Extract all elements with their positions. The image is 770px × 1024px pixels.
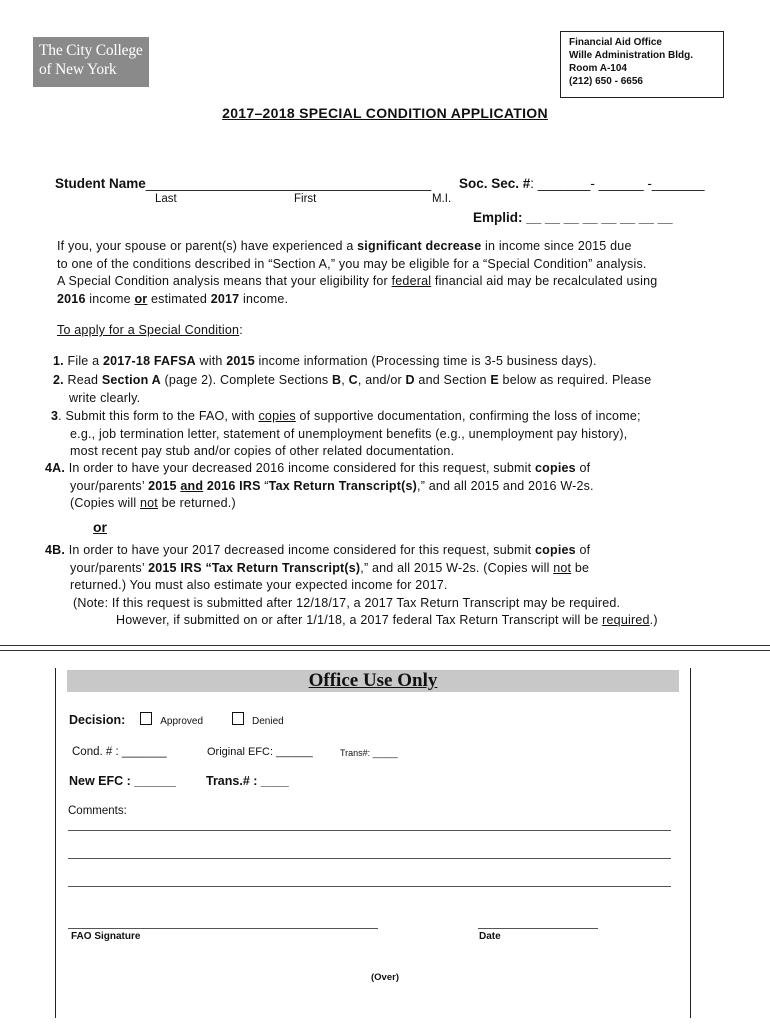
decision-label: Decision: [69, 713, 126, 727]
step-text: , and/or [357, 373, 406, 387]
intro-text: in income since 2015 due [481, 239, 632, 253]
step-emphasis: E [490, 373, 499, 387]
logo-line-1: The City College [39, 42, 143, 59]
trans-number-field[interactable]: Trans.# : ____ [206, 774, 289, 788]
apply-heading-colon: : [239, 323, 243, 337]
page-title: 2017–2018 SPECIAL CONDITION APPLICATION [222, 105, 548, 121]
step-text: Read [63, 373, 102, 387]
office-use-header [67, 670, 679, 692]
student-name-row [55, 176, 431, 191]
comments-line-2[interactable] [68, 858, 671, 859]
intro-text: financial aid may be recalculated using [431, 274, 658, 288]
approved-checkbox[interactable] [140, 712, 152, 725]
office-line: Room A-104 [569, 63, 627, 74]
step-text: , [341, 373, 349, 387]
step-emphasis: copies [535, 543, 576, 557]
step-text: write clearly. [69, 390, 141, 405]
step-text: (Copies will [70, 496, 140, 510]
middle-initial-caption: M.I. [432, 193, 452, 205]
first-name-caption: First [294, 193, 317, 205]
step-text: your/parents’ [70, 478, 149, 493]
step-text: of [575, 461, 591, 475]
step-text: (page 2). Complete Sections [160, 373, 333, 387]
step-emphasis: 2016 IRS [206, 478, 261, 493]
step-text: with [195, 354, 227, 368]
step-emphasis: D [405, 373, 415, 387]
step-text: e.g., job termination letter, statement of unemployment benefits (e.g., unemployment pay history), [70, 426, 628, 441]
step-emphasis: B [332, 373, 342, 387]
apply-heading-text: To apply for a Special Condition [57, 323, 240, 337]
step-text: below as required. Please [498, 373, 652, 387]
intro-emphasis: federal [391, 274, 432, 288]
step-text: your/parents’ [70, 560, 149, 575]
intro-text: income [85, 291, 135, 306]
over-note: (Over) [371, 972, 399, 983]
intro-emphasis: 2017 [210, 291, 240, 306]
step-emphasis: 2017-18 FAFSA [102, 354, 196, 368]
original-efc-field[interactable]: Original EFC: ______ [207, 746, 313, 758]
financial-aid-office-box [560, 31, 724, 98]
step-text: . Submit this form to the FAO, with [58, 409, 259, 423]
step-text: and Section [414, 373, 491, 387]
step-number: 1. [53, 354, 64, 368]
step-text: File a [63, 354, 103, 368]
date-label: Date [479, 931, 501, 942]
intro-text: to one of the conditions described in “Section A,” you may be eligible for a “Special Condition” analysis. [57, 256, 647, 271]
comments-line-3[interactable] [68, 886, 671, 887]
step-text: be returned.) [157, 496, 236, 510]
cond-field[interactable]: Cond. # : _______ [72, 746, 167, 758]
step-emphasis: copies [258, 409, 296, 423]
denied-checkbox[interactable] [232, 712, 244, 725]
intro-emphasis: or [134, 291, 148, 306]
step-text: ,” and all 2015 W-2s. (Copies will [360, 560, 554, 575]
note-text: However, if submitted on or after 1/1/18, a 2017 federal Tax Return Transcript will be [116, 613, 603, 627]
comments-line-1[interactable] [68, 830, 671, 831]
step-emphasis: 2015 [148, 478, 177, 493]
step-2 [53, 372, 753, 407]
step-emphasis: not [139, 496, 158, 510]
step-emphasis: copies [535, 461, 576, 475]
trans-number-small-field[interactable]: Trans#: _____ [340, 748, 398, 758]
office-line: Wille Administration Bldg. [569, 50, 693, 61]
logo-line-2: of New York [39, 61, 117, 78]
intro-emphasis: significant decrease [357, 239, 482, 253]
step-text: In order to have your 2017 decreased income considered for this request, submit [65, 543, 535, 557]
step-emphasis: not [553, 560, 572, 575]
intro-text: estimated [147, 291, 211, 306]
step-text: income information (Processing time is 3-5 business days). [254, 354, 597, 368]
note-text: (Note: If this request is submitted after 12/18/17, a 2017 Tax Return Transcript may be required. [73, 595, 621, 610]
office-use-title: Office Use Only [308, 670, 438, 691]
student-name-label: Student Name [55, 176, 146, 191]
intro-paragraph [57, 238, 737, 308]
emplid-row [473, 210, 673, 225]
new-efc-field[interactable]: New EFC : ______ [69, 774, 176, 788]
step-emphasis: 2015 [226, 354, 255, 368]
intro-text: income. [239, 291, 289, 306]
or-separator: or [93, 519, 107, 535]
intro-emphasis: 2016 [57, 291, 86, 306]
step-emphasis: Section A [101, 373, 161, 387]
step-text: be [571, 560, 590, 575]
step-number: 4A. [45, 461, 66, 475]
step-text: most recent pay stub and/or copies of other related documentation. [70, 444, 455, 458]
step-emphasis: C [348, 373, 358, 387]
date-line[interactable] [478, 928, 598, 929]
ssn-row [459, 176, 704, 191]
emplid-field[interactable]: __ __ __ __ __ __ __ __ [526, 210, 673, 225]
student-name-field[interactable]: ______________________________________ [145, 176, 432, 191]
last-name-caption: Last [155, 193, 177, 205]
office-line: (212) 650 - 6656 [569, 76, 643, 87]
step-3 [51, 408, 761, 461]
step-text: of supportive documentation, confirming the loss of income; [295, 409, 641, 423]
step-emphasis: 2015 IRS “Tax Return Transcript(s) [148, 560, 361, 575]
step-emphasis: and [180, 478, 204, 493]
note-text: .) [649, 613, 658, 627]
emplid-label: Emplid: [473, 210, 523, 225]
ssn-label: Soc. Sec. # [459, 176, 531, 191]
step-4a [45, 460, 760, 513]
fao-signature-label: FAO Signature [71, 931, 141, 942]
section-divider [0, 645, 770, 651]
step-number: 4B. [45, 543, 66, 557]
step-number: 3 [51, 409, 59, 423]
apply-heading [57, 322, 243, 340]
step-emphasis: Tax Return Transcript(s) [268, 478, 418, 493]
note-emphasis: required [602, 613, 650, 627]
fao-signature-line[interactable] [68, 928, 378, 929]
step-1 [53, 353, 753, 371]
intro-text: A Special Condition analysis means that your eligibility for [57, 274, 392, 288]
step-4b [45, 542, 760, 630]
step-text: returned.) You must also estimate your expected income for 2017. [70, 578, 448, 592]
city-college-logo [33, 37, 149, 87]
office-line: Financial Aid Office [569, 37, 662, 48]
denied-label: Denied [252, 716, 284, 727]
step-text: ,” and all 2015 and 2016 W-2s. [417, 478, 594, 493]
intro-text: If you, your spouse or parent(s) have experienced a [57, 239, 358, 253]
comments-label: Comments: [68, 805, 127, 817]
ssn-field[interactable]: : _______- ______ -_______ [530, 176, 705, 191]
step-text: In order to have your decreased 2016 income considered for this request, submit [65, 461, 535, 475]
step-text: of [575, 543, 591, 557]
step-text: “ [260, 478, 269, 493]
decision-row [69, 712, 284, 727]
step-number: 2. [53, 373, 64, 387]
approved-label: Approved [160, 716, 204, 727]
